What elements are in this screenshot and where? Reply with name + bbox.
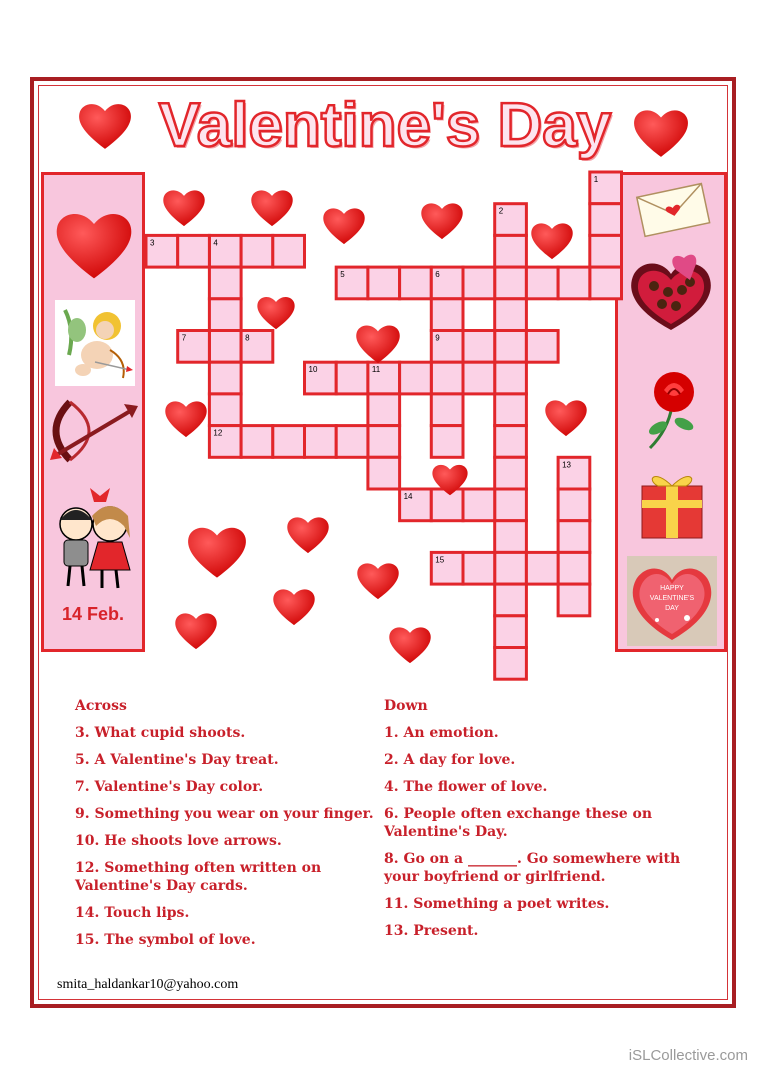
clue-down-6: 6. People often exchange these on Valentine's Day. <box>384 806 653 840</box>
svg-text:VALENTINE'S: VALENTINE'S <box>649 595 695 602</box>
clue-number-4: 4 <box>213 238 218 248</box>
grid-cell[interactable] <box>495 299 527 331</box>
grid-cell[interactable] <box>336 426 368 458</box>
clue-number-2: 2 <box>498 206 504 216</box>
grid-cell[interactable] <box>558 521 590 553</box>
clue-number-8: 8 <box>245 333 250 343</box>
grid-cell[interactable] <box>495 426 527 458</box>
heart-icon <box>354 560 402 600</box>
clue-down-1: 1. An emotion. <box>384 725 499 741</box>
cake-icon <box>627 556 717 646</box>
grid-cell[interactable] <box>241 426 273 458</box>
grid-cell[interactable] <box>209 362 241 394</box>
grid-cell[interactable] <box>526 552 558 584</box>
heart-icon <box>248 187 296 227</box>
heart-icon <box>630 106 692 158</box>
heart-icon <box>172 610 220 650</box>
clue-number-3: 3 <box>150 238 155 248</box>
clue-across-3: 3. What cupid shoots. <box>75 725 246 741</box>
grid-cell[interactable] <box>590 204 622 236</box>
grid-cell[interactable] <box>495 521 527 553</box>
grid-cell[interactable] <box>431 426 463 458</box>
heart-icon <box>254 294 298 330</box>
grid-cell[interactable] <box>463 267 495 299</box>
grid-cell[interactable] <box>209 331 241 363</box>
grid-cell[interactable] <box>463 552 495 584</box>
clue-down-8: 8. Go on a _______. Go somewhere with your boyfriend or girlfriend. <box>384 851 681 885</box>
clue-across-5: 5. A Valentine's Day treat. <box>75 752 279 768</box>
grid-cell[interactable] <box>273 426 305 458</box>
date-label: 14 Feb. <box>61 604 125 624</box>
heart-icon <box>160 187 208 227</box>
grid-cell[interactable] <box>273 235 305 267</box>
grid-cell[interactable] <box>368 267 400 299</box>
grid-cell[interactable] <box>495 267 527 299</box>
bow-arrow-icon <box>48 398 140 464</box>
grid-cell[interactable] <box>495 648 527 680</box>
clue-across-15: 15. The symbol of love. <box>75 932 256 948</box>
cupid-icon <box>55 300 135 386</box>
down-heading: Down <box>384 698 428 714</box>
watermark: iSLCollective.com <box>628 1047 748 1064</box>
grid-cell[interactable] <box>558 267 590 299</box>
clue-number-10: 10 <box>308 365 318 375</box>
grid-cell[interactable] <box>178 235 210 267</box>
grid-cell[interactable] <box>495 552 527 584</box>
grid-cell[interactable] <box>495 584 527 616</box>
clue-down-11: 11. Something a poet writes. <box>384 896 610 912</box>
clue-number-15: 15 <box>435 555 445 565</box>
grid-cell[interactable] <box>305 426 337 458</box>
grid-cell[interactable] <box>463 362 495 394</box>
clue-down-2: 2. A day for love. <box>384 752 516 768</box>
across-clues <box>75 697 375 958</box>
grid-cell[interactable] <box>526 331 558 363</box>
clue-across-14: 14. Touch lips. <box>75 905 190 921</box>
clue-number-13: 13 <box>562 460 572 470</box>
clue-down-13: 13. Present. <box>384 923 479 939</box>
heart-icon <box>430 462 470 496</box>
svg-text:DAY: DAY <box>665 605 679 612</box>
grid-cell[interactable] <box>336 362 368 394</box>
heart-icon <box>284 514 332 554</box>
grid-cell[interactable] <box>558 584 590 616</box>
page-title: Valentine's Day <box>158 91 612 160</box>
grid-cell[interactable] <box>400 362 432 394</box>
grid-cell[interactable] <box>368 426 400 458</box>
clue-across-10: 10. He shoots love arrows. <box>75 833 282 849</box>
clue-across-7: 7. Valentine's Day color. <box>75 779 264 795</box>
grid-cell[interactable] <box>431 362 463 394</box>
clue-number-12: 12 <box>213 428 223 438</box>
grid-cell[interactable] <box>209 299 241 331</box>
grid-cell[interactable] <box>209 394 241 426</box>
heart-icon <box>528 220 576 260</box>
grid-cell[interactable] <box>495 489 527 521</box>
grid-cell[interactable] <box>558 552 590 584</box>
grid-cell[interactable] <box>590 235 622 267</box>
heart-icon <box>162 398 210 438</box>
heart-icon <box>542 397 590 437</box>
clue-across-12: 12. Something often written on Valentine's Day cards. <box>75 860 322 894</box>
grid-cell[interactable] <box>368 394 400 426</box>
heart-icon <box>386 624 434 664</box>
grid-cell[interactable] <box>495 616 527 648</box>
gift-icon <box>638 466 706 540</box>
grid-cell[interactable] <box>558 489 590 521</box>
clue-number-5: 5 <box>340 270 345 280</box>
heart-icon <box>186 522 248 580</box>
grid-cell[interactable] <box>495 331 527 363</box>
grid-cell[interactable] <box>495 457 527 489</box>
across-heading: Across <box>75 698 127 714</box>
heart-icon <box>75 100 135 150</box>
clue-across-9: 9. Something you wear on your finger. <box>75 806 374 822</box>
clue-number-1: 1 <box>593 175 599 184</box>
clue-number-11: 11 <box>371 365 381 375</box>
grid-cell[interactable] <box>590 267 622 299</box>
grid-cell[interactable] <box>495 394 527 426</box>
kissing-kids-icon <box>50 486 142 596</box>
chocolate-box-icon <box>624 250 718 336</box>
heart-icon <box>320 205 368 245</box>
heart-icon <box>54 208 134 280</box>
heart-icon <box>354 322 402 364</box>
grid-cell[interactable] <box>431 394 463 426</box>
grid-cell[interactable] <box>463 331 495 363</box>
clue-number-7: 7 <box>181 333 187 343</box>
grid-cell[interactable] <box>400 267 432 299</box>
grid-cell[interactable] <box>431 299 463 331</box>
author-email: smita_haldankar10@yahoo.com <box>57 977 239 992</box>
clue-number-9: 9 <box>435 333 440 343</box>
grid-cell[interactable] <box>368 457 400 489</box>
grid-cell[interactable] <box>241 235 273 267</box>
grid-cell[interactable] <box>495 362 527 394</box>
clue-number-6: 6 <box>435 270 440 280</box>
heart-icon <box>418 200 466 240</box>
grid-cell[interactable] <box>495 235 527 267</box>
heart-icon <box>270 586 318 626</box>
svg-text:HAPPY: HAPPY <box>660 585 684 592</box>
clue-down-4: 4. The flower of love. <box>384 779 548 795</box>
clue-number-14: 14 <box>403 492 413 501</box>
grid-cell[interactable] <box>526 267 558 299</box>
rose-icon <box>638 370 706 452</box>
down-clues <box>384 697 714 949</box>
grid-cell[interactable] <box>209 267 241 299</box>
love-letter-icon <box>632 178 714 240</box>
